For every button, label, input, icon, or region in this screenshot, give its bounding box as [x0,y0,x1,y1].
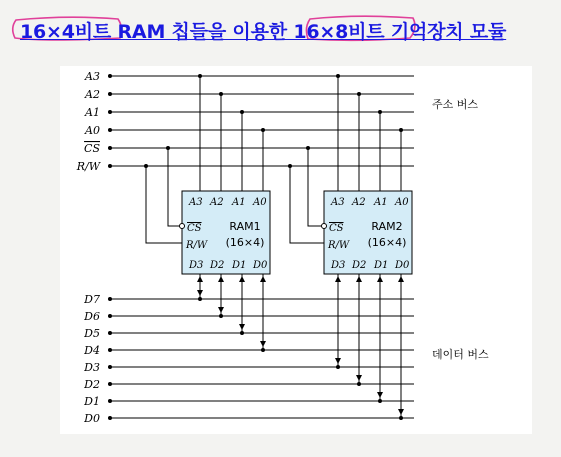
bus-label-a0: A0 [85,124,100,137]
svg-text:A2: A2 [352,197,366,208]
memory-module-diagram [60,66,532,434]
page-title: 16×4비트 RAM 칩들을 이용한 16×8비트 기억장치 모듈 [20,21,507,43]
svg-text:R/W: R/W [186,240,208,251]
svg-text:A1: A1 [232,197,246,208]
svg-text:A3: A3 [331,197,345,208]
bus-label-d3: D3 [84,361,100,374]
bus-label-d6: D6 [84,310,100,323]
data-bus-label: 데이터 버스 [432,348,489,361]
svg-text:D2: D2 [352,260,367,271]
ram1-size: (16×4) [225,236,265,249]
bus-label-d7: D7 [84,293,100,306]
ram2-size: (16×4) [367,236,407,249]
svg-text:D0: D0 [395,260,410,271]
bus-label-d1: D1 [84,395,100,408]
bus-label-d4: D4 [84,344,100,357]
bus-label-a3: A3 [85,70,100,83]
svg-text:D0: D0 [253,260,268,271]
bus-label-rw: R/W [76,160,100,173]
ram1-chip [180,191,271,274]
address-bus-label: 주소 버스 [432,98,479,111]
svg-text:A0: A0 [395,197,409,208]
ram2-name: RAM2 [371,220,403,233]
bus-label-a1: A1 [85,106,100,119]
diagram-panel [60,66,532,434]
bus-label-cs: CS [84,142,100,155]
ram1-name: RAM1 [229,220,261,233]
bus-label-a2: A2 [85,88,100,101]
bus-label-d5: D5 [84,327,100,340]
title-banner [8,8,553,48]
svg-text:A1: A1 [374,197,388,208]
ram2-chip [322,191,413,274]
svg-text:D1: D1 [232,260,247,271]
bus-label-d0: D0 [84,412,100,425]
svg-text:CS: CS [187,223,202,234]
svg-text:D2: D2 [210,260,225,271]
svg-text:A3: A3 [189,197,203,208]
bus-label-d2: D2 [84,378,100,391]
svg-text:A0: A0 [253,197,267,208]
svg-text:D1: D1 [374,260,389,271]
svg-text:CS: CS [329,223,344,234]
svg-text:D3: D3 [331,260,346,271]
svg-text:D3: D3 [189,260,204,271]
svg-text:R/W: R/W [328,240,350,251]
data-connections [200,274,401,418]
svg-text:A2: A2 [210,197,224,208]
